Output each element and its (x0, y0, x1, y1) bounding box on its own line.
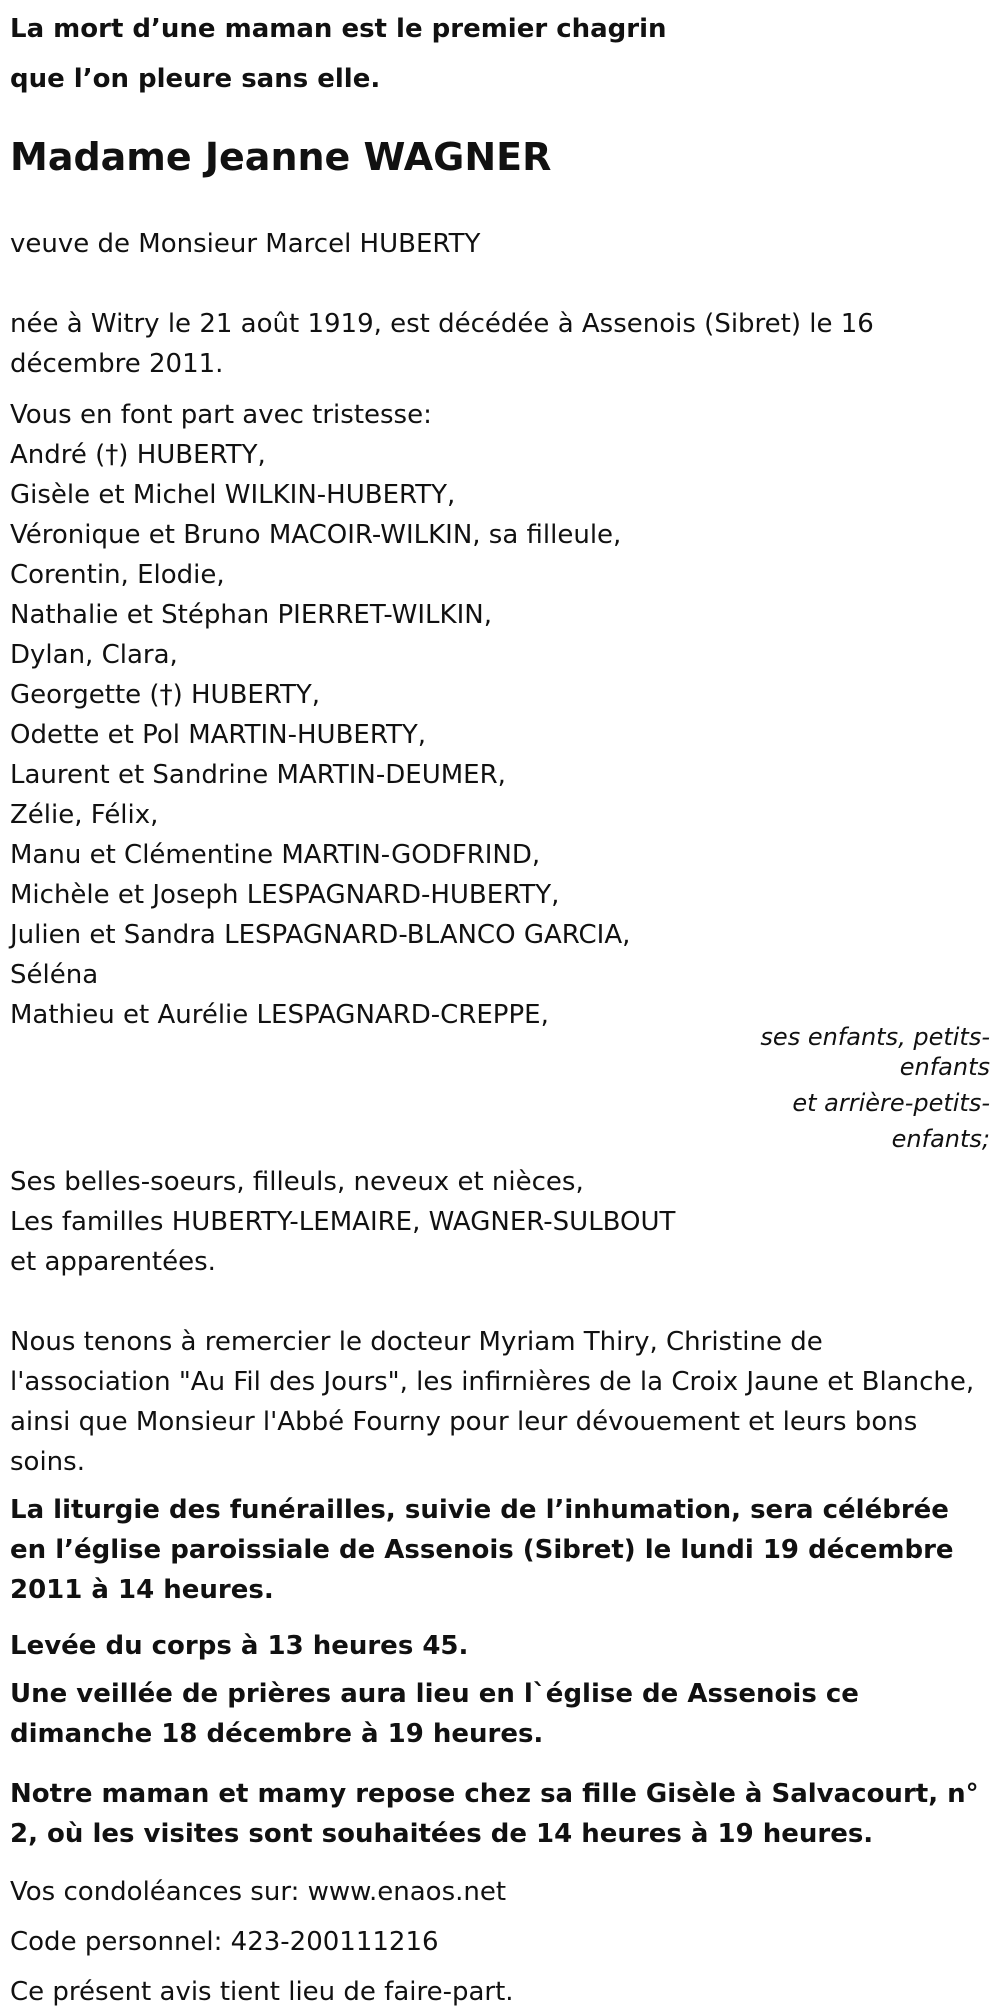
epitaph-quote (10, 4, 667, 104)
condolences-line: Vos condoléances sur: www.enaos.net (10, 1877, 507, 1907)
notice-statement: Ce présent avis tient lieu de faire-part. (10, 1977, 514, 2007)
family-intro: Vous en font part avec tristesse: (10, 400, 432, 430)
relationship-line-1: ses enfants, petits- (760, 1023, 990, 1051)
family-member: Manu et Clémentine MARTIN-GODFRIND, (10, 840, 541, 870)
extended-family-line-1: Ses belles-soeurs, filleuls, neveux et nièces, (10, 1167, 584, 1197)
family-member: Gisèle et Michel WILKIN-HUBERTY, (10, 480, 456, 510)
relationship-line-2: enfants (899, 1053, 990, 1081)
family-member: Corentin, Elodie, (10, 560, 225, 590)
family-member: Mathieu et Aurélie LESPAGNARD-CREPPE, (10, 1000, 549, 1030)
family-member: Julien et Sandra LESPAGNARD-BLANCO GARCIA, (10, 920, 631, 950)
relationship-note (730, 1022, 990, 1154)
family-list (10, 435, 630, 1035)
family-member: Nathalie et Stéphan PIERRET-WILKIN, (10, 600, 492, 630)
epitaph-line-1: La mort d’une maman est le premier chagrin (10, 14, 667, 44)
deceased-name: Madame Jeanne WAGNER (10, 135, 552, 179)
family-member: Laurent et Sandrine MARTIN-DEUMER, (10, 760, 506, 790)
family-member: Georgette (†) HUBERTY, (10, 680, 321, 710)
widow-of-line: veuve de Monsieur Marcel HUBERTY (10, 229, 481, 259)
relationship-line-4: enfants; (891, 1125, 990, 1153)
family-member: Dylan, Clara, (10, 640, 178, 670)
body-lifting-time: Levée du corps à 13 heures 45. (10, 1631, 469, 1661)
family-member: Odette et Pol MARTIN-HUBERTY, (10, 720, 427, 750)
epitaph-line-2: que l’on pleure sans elle. (10, 64, 381, 94)
extended-family (10, 1162, 675, 1282)
prayer-vigil: Une veillée de prières aura lieu en l`église de Assenois ce dimanche 18 décembre à 19 heures. (10, 1679, 859, 1749)
birth-death-line: née à Witry le 21 août 1919, est décédée à Assenois (Sibret) le 16 décembre 2011. (10, 309, 874, 379)
personal-code: Code personnel: 423-200111216 (10, 1927, 439, 1957)
extended-family-line-2: Les familles HUBERTY-LEMAIRE, WAGNER-SULBOUT (10, 1207, 676, 1237)
resting-place: Notre maman et mamy repose chez sa fille Gisèle à Salvacourt, n° 2, où les visites sont souhaitées de 14 heures à 19 heures. (10, 1779, 979, 1849)
acknowledgement: Nous tenons à remercier le docteur Myriam Thiry, Christine de l'association "Au Fil des Jours", les infirnières de la Croix Jaune et Blanche, ainsi que Monsieur l'Abbé Fourny pour leur dévouement et leurs bons soins. (10, 1327, 975, 1477)
family-member: Séléna (10, 960, 99, 990)
family-member: André (†) HUBERTY, (10, 440, 266, 470)
family-member: Michèle et Joseph LESPAGNARD-HUBERTY, (10, 880, 560, 910)
family-member: Véronique et Bruno MACOIR-WILKIN, sa filleule, (10, 520, 622, 550)
extended-family-line-3: et apparentées. (10, 1247, 216, 1277)
relationship-line-3: et arrière-petits- (792, 1089, 990, 1117)
funeral-ceremony: La liturgie des funérailles, suivie de l’inhumation, sera célébrée en l’église paroissiale de Assenois (Sibret) le lundi 19 décembre 2011 à 14 heures. (10, 1495, 954, 1605)
family-member: Zélie, Félix, (10, 800, 159, 830)
